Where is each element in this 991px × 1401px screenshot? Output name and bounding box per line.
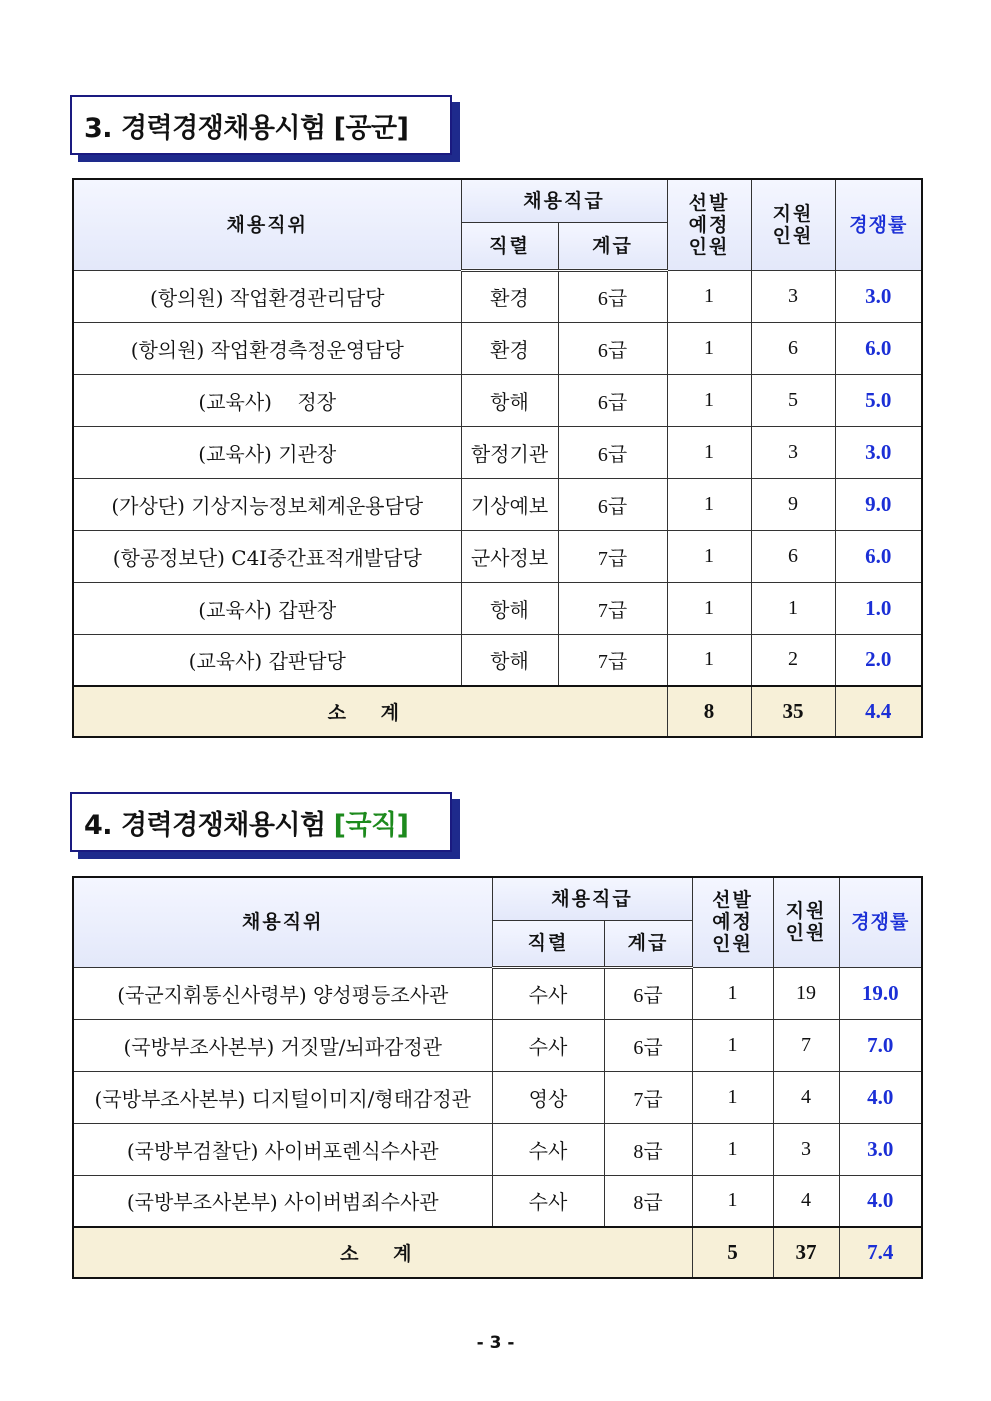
cell-applicants: 3 [773,1123,839,1175]
cell-grade: 7급 [604,1071,692,1123]
cell-planned: 1 [667,530,751,582]
cell-grade: 8급 [604,1175,692,1227]
cell-position: (항의원) 작업환경관리담당 [73,270,461,322]
cell-position: (국방부검찰단) 사이버포렌식수사관 [73,1123,492,1175]
table-row [73,582,922,634]
cell-planned: 1 [667,270,751,322]
section-title-air-force [70,95,452,155]
header-planned [667,179,751,270]
header-grade-group: 채용직급 [492,877,692,920]
table-row [73,530,922,582]
recruitment-table-air-force [72,178,923,738]
cell-rate: 6.0 [835,530,922,582]
cell-applicants: 9 [751,478,835,530]
cell-series: 영상 [492,1071,604,1123]
cell-rate: 2.0 [835,634,922,686]
header-applicants [773,877,839,967]
cell-planned: 1 [667,582,751,634]
cell-position: (교육사) 기관장 [73,426,461,478]
cell-grade: 6급 [558,426,667,478]
cell-grade: 6급 [558,270,667,322]
cell-planned: 1 [692,1175,773,1227]
cell-rate: 3.0 [839,1123,922,1175]
section-title-bracket: [국직] [333,809,409,841]
header-planned-line1: 선발 [688,191,730,214]
subtotal-planned: 8 [667,686,751,737]
cell-rate: 3.0 [835,426,922,478]
cell-grade: 7급 [558,582,667,634]
subtotal-label: 소 계 [73,686,667,737]
header-grade-group: 채용직급 [461,179,667,222]
header-planned-line1: 선발 [712,889,753,912]
header-applicants-line1: 지원 [772,202,814,225]
cell-grade: 6급 [604,1019,692,1071]
subtotal-applicants: 35 [751,686,835,737]
cell-planned: 1 [667,478,751,530]
cell-grade: 7급 [558,530,667,582]
header-position: 채용직위 [73,877,492,967]
header-applicants-line1: 지원 [785,900,827,923]
header-applicants-line2: 인원 [785,922,827,945]
table-row [73,426,922,478]
cell-applicants: 1 [751,582,835,634]
section-title-text: 3. 경력경쟁채용시험 [84,112,326,144]
cell-rate: 19.0 [839,967,922,1019]
subtotal-label: 소 계 [73,1227,692,1278]
cell-grade: 6급 [558,374,667,426]
cell-planned: 1 [692,967,773,1019]
cell-position: (국군지휘통신사령부) 양성평등조사관 [73,967,492,1019]
page-number: - 3 - [476,1333,515,1353]
cell-grade: 8급 [604,1123,692,1175]
section-title-mnd-direct [70,792,452,852]
cell-series: 함정기관 [461,426,558,478]
subtotal-row [73,686,922,737]
cell-series: 수사 [492,967,604,1019]
cell-rate: 4.0 [839,1175,922,1227]
table-row [73,322,922,374]
table-row [73,967,922,1019]
cell-rate: 6.0 [835,322,922,374]
cell-applicants: 3 [751,270,835,322]
cell-planned: 1 [692,1123,773,1175]
header-rate: 경쟁률 [839,877,922,967]
cell-rate: 5.0 [835,374,922,426]
cell-grade: 6급 [558,322,667,374]
header-series: 직렬 [461,222,558,270]
cell-position: (국방부조사본부) 디지털이미지/형태감정관 [73,1071,492,1123]
header-planned-line2: 예정 [688,213,730,236]
cell-applicants: 19 [773,967,839,1019]
cell-series: 기상예보 [461,478,558,530]
cell-series: 환경 [461,322,558,374]
cell-series: 환경 [461,270,558,322]
subtotal-rate: 7.4 [839,1227,922,1278]
cell-series: 수사 [492,1123,604,1175]
table-row [73,478,922,530]
cell-applicants: 6 [751,322,835,374]
cell-position: (가상단) 기상지능정보체계운용담당 [73,478,461,530]
header-grade: 계급 [558,222,667,270]
header-applicants [751,179,835,270]
header-planned-line2: 예정 [712,911,753,934]
cell-series: 수사 [492,1019,604,1071]
subtotal-applicants: 37 [773,1227,839,1278]
cell-position: (교육사) 갑판담당 [73,634,461,686]
cell-series: 군사정보 [461,530,558,582]
header-planned [692,877,773,967]
table-row [73,270,922,322]
table-row [73,1019,922,1071]
header-planned-line3: 인원 [712,933,753,956]
header-series: 직렬 [492,920,604,967]
header-rate: 경쟁률 [835,179,922,270]
cell-grade: 6급 [558,478,667,530]
cell-grade: 7급 [558,634,667,686]
header-grade: 계급 [604,920,692,967]
cell-applicants: 6 [751,530,835,582]
cell-rate: 7.0 [839,1019,922,1071]
cell-planned: 1 [692,1019,773,1071]
cell-series: 항해 [461,634,558,686]
cell-position: (교육사) 갑판장 [73,582,461,634]
header-applicants-line2: 인원 [772,224,814,247]
cell-applicants: 5 [751,374,835,426]
cell-series: 항해 [461,582,558,634]
cell-applicants: 3 [751,426,835,478]
cell-planned: 1 [667,374,751,426]
cell-planned: 1 [667,634,751,686]
cell-applicants: 7 [773,1019,839,1071]
cell-planned: 1 [692,1071,773,1123]
table-row [73,1175,922,1227]
cell-position: (항의원) 작업환경측정운영담당 [73,322,461,374]
cell-planned: 1 [667,426,751,478]
subtotal-rate: 4.4 [835,686,922,737]
section-title-bracket: [공군] [333,112,409,144]
cell-rate: 1.0 [835,582,922,634]
cell-position: (항공정보단) C4I중간표적개발담당 [73,530,461,582]
recruitment-table-mnd-direct [72,876,923,1279]
cell-position: (국방부조사본부) 사이버범죄수사관 [73,1175,492,1227]
cell-rate: 4.0 [839,1071,922,1123]
cell-series: 항해 [461,374,558,426]
cell-series: 수사 [492,1175,604,1227]
cell-grade: 6급 [604,967,692,1019]
cell-planned: 1 [667,322,751,374]
cell-applicants: 4 [773,1175,839,1227]
subtotal-planned: 5 [692,1227,773,1278]
cell-position: (교육사) 정장 [73,374,461,426]
cell-applicants: 4 [773,1071,839,1123]
cell-position: (국방부조사본부) 거짓말/뇌파감정관 [73,1019,492,1071]
table-row [73,1123,922,1175]
cell-rate: 3.0 [835,270,922,322]
table-row [73,1071,922,1123]
header-planned-line3: 인원 [688,235,730,258]
section-title-text: 4. 경력경쟁채용시험 [84,809,326,841]
table-row [73,634,922,686]
table-row [73,374,922,426]
cell-applicants: 2 [751,634,835,686]
subtotal-row [73,1227,922,1278]
cell-rate: 9.0 [835,478,922,530]
header-position: 채용직위 [73,179,461,270]
